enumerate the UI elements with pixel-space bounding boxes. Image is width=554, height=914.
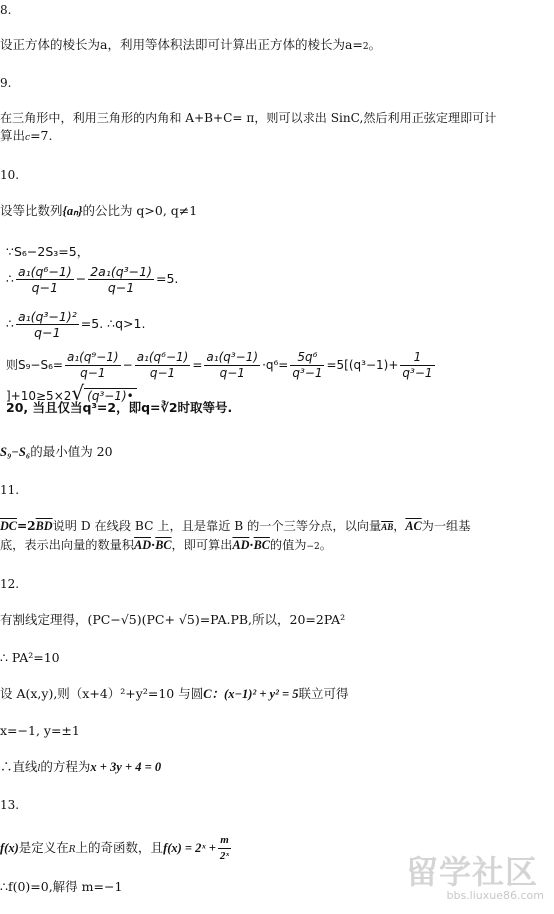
set-R: R [68, 845, 76, 855]
vector-ad: $\overline{AD}$ [232, 538, 250, 552]
q11-number: 11. [0, 483, 20, 497]
vector-ab: $\overline{AB}$ [381, 522, 394, 532]
q13-number: 13. [0, 798, 20, 812]
frac: $\frac{\text{a₁(q³−1)}}{q-1}$ [206, 350, 259, 380]
q11-line-1: $\overline{DC}=2\overline{BD}$说明 D 在线段 BC 上，且是靠近 B 的一个三等分点，以向量$\overline{AB}$，$\overline{AC}$为一组基 [0, 519, 471, 533]
q9-line-1: 在三角形中，利用三角形的内角和 A+B+C= π，则可以求出 SinC,然后利用正弦定理即可计 [0, 111, 497, 125]
frac: $\frac{\text{2a₁(q³−1)}}{q-1}$ [90, 264, 152, 295]
q10-number: 10. [0, 168, 20, 182]
frac: $\frac{\text{a₁(q³−1)²}}{q-1}$ [17, 309, 77, 340]
watermark-url: bbs.liuxue86.com [446, 889, 544, 902]
q12-number: 12. [0, 577, 20, 591]
vector-bd: $\overline{BD}$ [35, 519, 53, 533]
q8-line [0, 37, 381, 55]
function-definition: f(x) = 2ˣ + [163, 841, 216, 855]
line-equation: x + 3y + 4 = 0 [90, 760, 162, 774]
q10-result: S₉−S₆的最小值为 20 [0, 444, 113, 459]
sqrt-term: (q³−1)• [84, 388, 137, 403]
vector-dc: $\overline{DC}$ [0, 519, 17, 533]
q12-line-3: 设 A(x,y),则（x+4）²+y²=10 与圆C：(x−1)² + y² = 5联立可得 [0, 686, 349, 701]
q12-line-1: 有割线定理得，(PC−√5)(PC+ √5)=PA.PB,所以，20=2PA² [0, 612, 346, 627]
s9-s6-expr: S₉−S₆ [0, 445, 31, 459]
q10-math-2: ∴ $\frac{\text{a₁(q⁶−1)}}{q-1}$ − $\frac{\text{2a₁(q³−1)}}{q-1}$ =5. [6, 264, 179, 295]
q9-number: 9. [0, 76, 12, 90]
q9-line-2: 算出c=7. [0, 128, 53, 143]
q10-intro: 设等比数列{aₙ}的公比为 q>0, q≠1 [0, 203, 198, 218]
frac: $\frac{\text{a₁(q⁹−1)}}{q-1}$ [66, 350, 119, 380]
vector-ac: $\overline{AC}$ [405, 519, 422, 533]
vector-ad: $\overline{AD}$ [134, 538, 151, 552]
q8-number: 8. [0, 3, 12, 17]
frac: $\frac{1}{\text{q³−1}}$ [402, 350, 433, 380]
q10-math-5: 20, 当且仅当q³=2，即q=∛2时取等号. [6, 400, 233, 415]
q12-line-5: ∴直线l的方程为x + 3y + 4 = 0 [0, 759, 162, 774]
frac: $\frac{\text{a₁(q⁶−1)}}{q-1}$ [17, 264, 72, 295]
q10-math-1: ∵S₆−2S₃=5， [6, 244, 90, 259]
function-f: f(x) [0, 841, 19, 855]
q12-line-2: ∴ PA²=10 [0, 650, 60, 665]
q12-line-4: x=−1, y=±1 [0, 723, 80, 738]
line-l: l [37, 764, 41, 774]
frac: $\frac{\text{a₁(q⁶−1)}}{q-1}$ [136, 350, 189, 380]
watermark-title: 留学社区 [405, 853, 538, 891]
frac: $\frac{m}{\text{2ˣ}}$ [219, 834, 230, 862]
vector-bc: $\overline{BC}$ [155, 538, 172, 552]
frac: $\frac{\text{5q⁶}}{\text{q³−1}}$ [292, 350, 323, 380]
seq-symbol: {aₙ} [62, 204, 83, 218]
q11-line-2: 底，表示出向量的数量积$\overline{AD}\cdot\overline{BC}$，即可算出$\overline{AD}\cdot\overline{BC}$的值为−2。 [0, 538, 332, 552]
q10-math-3: ∴ $\frac{\text{a₁(q³−1)²}}{q-1}$ =5. ∴q>1. [6, 309, 146, 340]
q8-end: 。 [368, 37, 382, 52]
q11-answer: −2 [306, 542, 320, 552]
watermark-logo [398, 847, 548, 902]
circle-equation: C：(x−1)² + y² = 5 [203, 687, 299, 701]
q13-line-1: f(x)是定义在R上的奇函数，且f(x) = 2ˣ + $\frac{m}{\text{2ˣ}}$ [0, 834, 230, 862]
q8-text: 设正方体的棱长为a，利用等体积法即可计算出正方体的棱长为a= [0, 37, 363, 52]
q10-math-4: 则S₉−S₆= $\frac{\text{a₁(q⁹−1)}}{q-1}$ − $\frac{\text{a₁(q⁶−1)}}{q-1}$ = $\frac{\text{a₁(q³−1)}}{q-1}$ ·q⁶= $\frac{\text{5q⁶}}{\text{q³−1}}$ =5[(q³−1)+ $\frac{1}{\text{q³−1}}$ ]+10≥5×2√ (q³−1)• [6, 350, 433, 405]
q13-line-2: ∴f(0)=0,解得 m=−1 [0, 879, 123, 894]
q9-var-c: c [25, 133, 31, 143]
vector-bc: $\overline{BC}$ [253, 538, 270, 552]
q8-answer: 2 [362, 42, 369, 52]
